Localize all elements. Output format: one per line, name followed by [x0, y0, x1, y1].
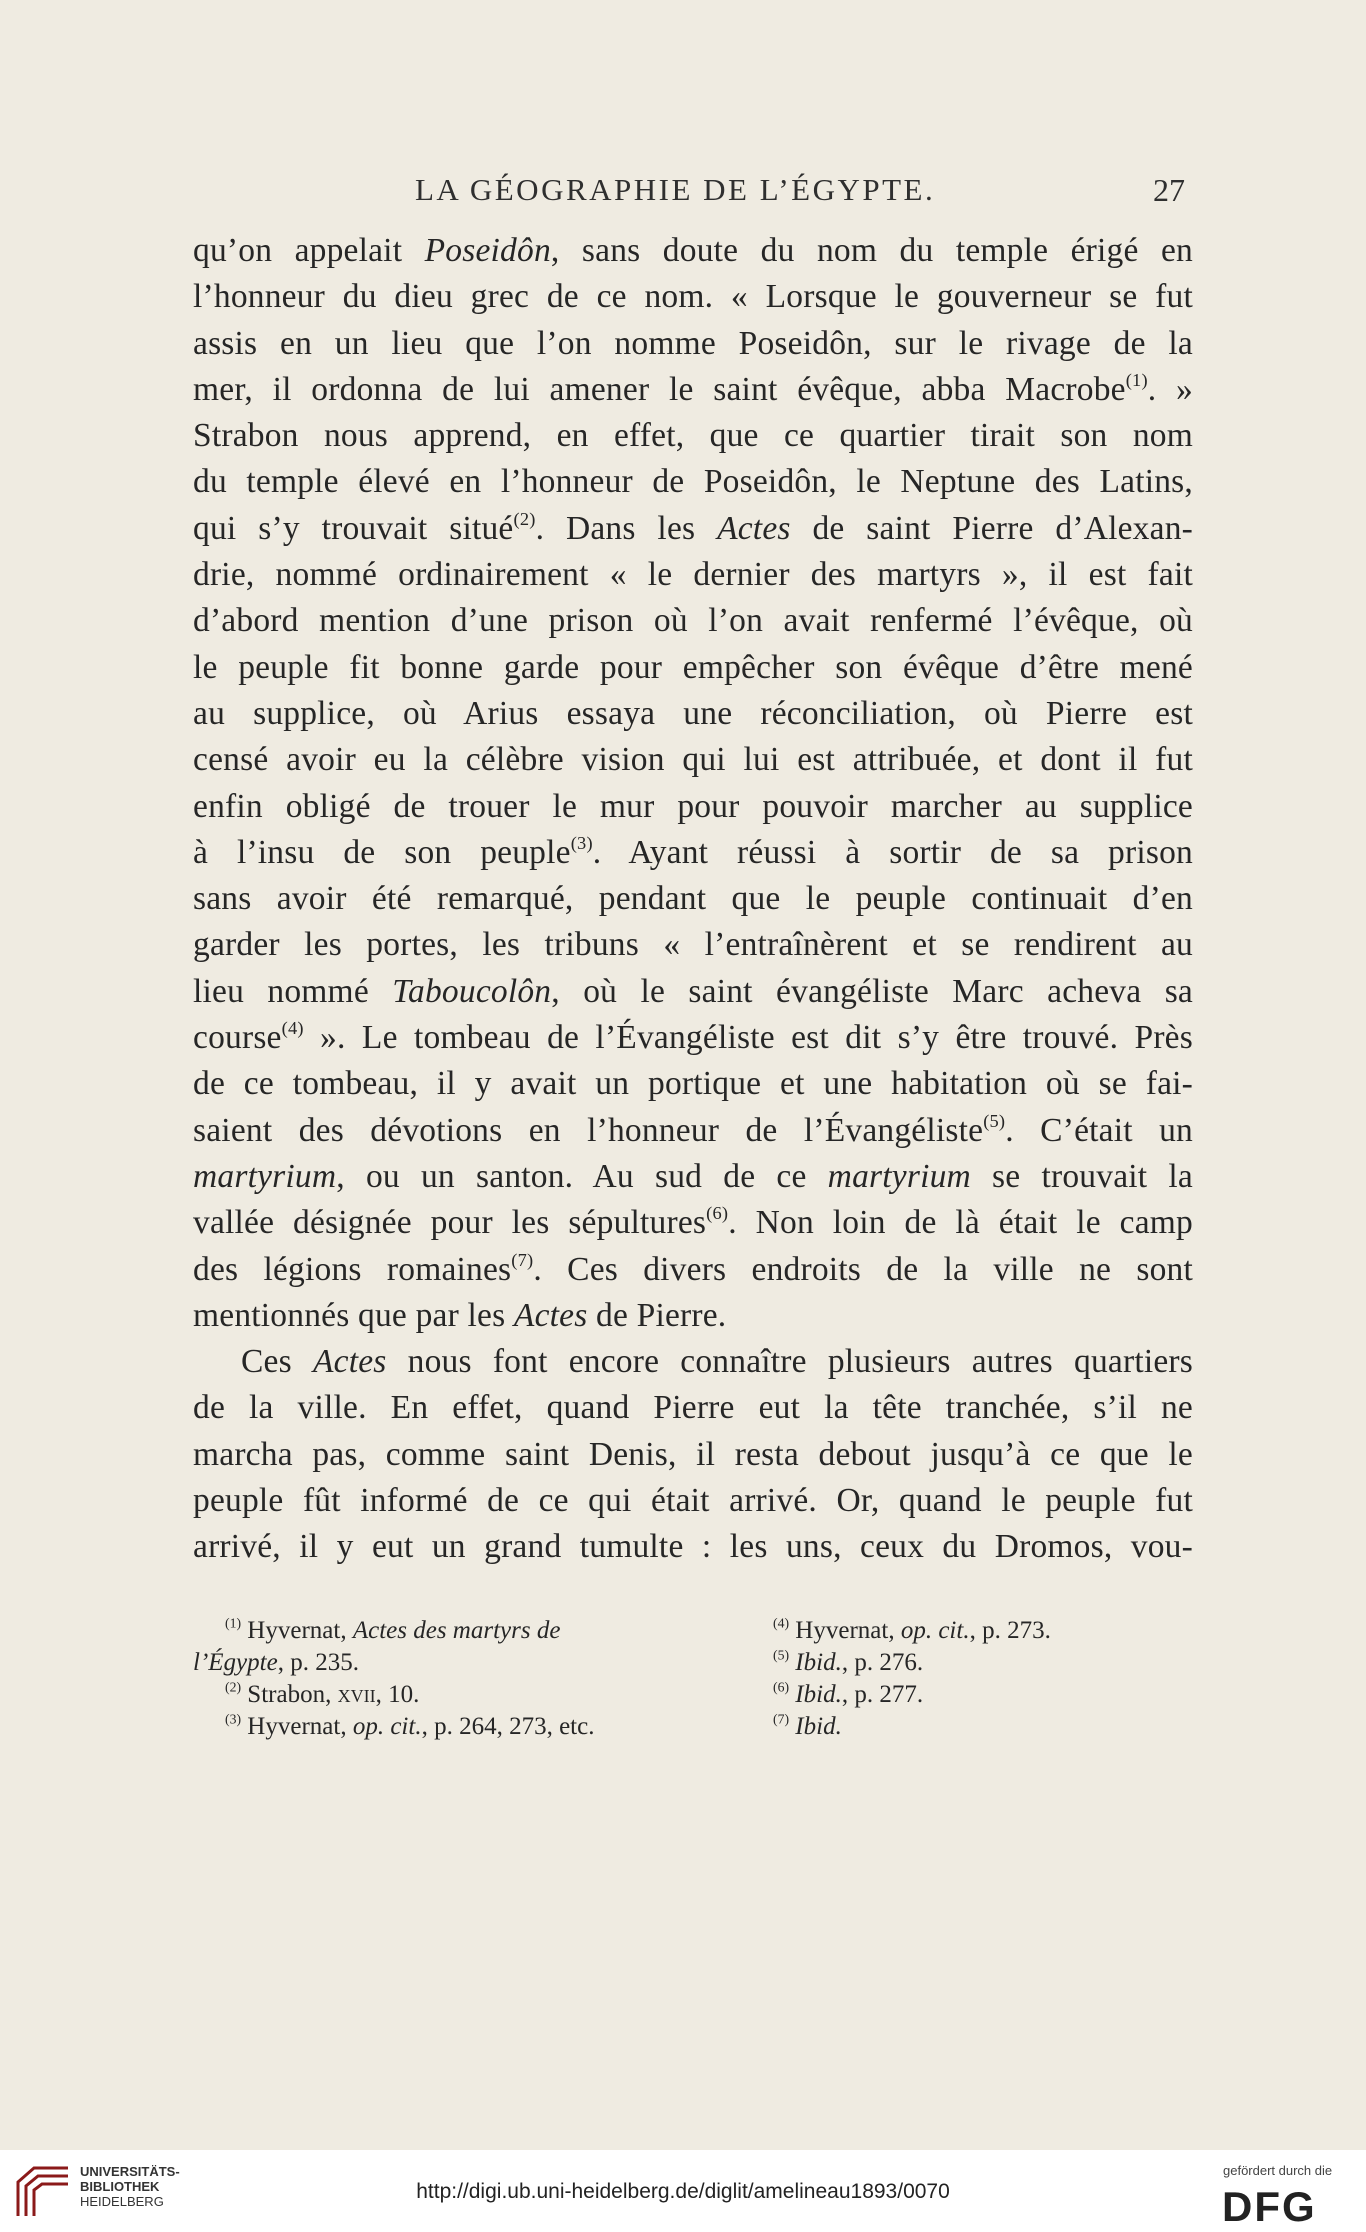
text-line: Ces Actes nous font encore connaître plusieurs autres quartiers	[241, 1343, 1193, 1381]
footnote-5: $^{(5)}$ Ibid., p. 276.	[773, 1647, 924, 1676]
text-line: mentionnés que par les Actes de Pierre.	[193, 1296, 727, 1334]
text-line: Strabon nous apprend, en effet, que ce quartier tirait son nom	[193, 417, 1193, 455]
text-line: mer, il ordonna de lui amener le saint évêque, abba Macrobe$^{(1)}$. »	[193, 370, 1193, 408]
text-line: du temple élevé en l’honneur de Poseidôn, le Neptune des Latins,	[193, 463, 1193, 501]
text-line: arrivé, il y eut un grand tumulte : les uns, ceux du Dromos, vou-	[193, 1528, 1193, 1566]
text-line: enfin obligé de trouer le mur pour pouvoir marcher au supplice	[193, 787, 1193, 825]
library-name: UNIVERSITÄTS- BIBLIOTHEK HEIDELBERG	[80, 2164, 180, 2209]
text-line: des légions romaines$^{(7)}$. Ces divers endroits de la ville ne sont	[193, 1249, 1193, 1288]
text-line: de la ville. En effet, quand Pierre eut la tête tranchée, s’il ne	[193, 1389, 1193, 1427]
text-line: drie, nommé ordinairement « le dernier des martyrs », il est fait	[193, 556, 1193, 594]
footnote-4: $^{(4)}$ Hyvernat, op. cit., p. 273.	[773, 1615, 1051, 1644]
footnote-7: $^{(7)}$ Ibid.	[773, 1711, 842, 1740]
text-line: de ce tombeau, il y avait un portique et une habitation où se fai-	[193, 1065, 1193, 1103]
dfg-logo: DFG	[1222, 2183, 1317, 2230]
text-line: à l’insu de son peuple$^{(3)}$. Ayant réussi à sortir de sa prison	[193, 833, 1193, 871]
footnote-1: $^{(1)}$ Hyvernat, Actes des martyrs de	[225, 1615, 561, 1644]
text-line: martyrium, ou un santon. Au sud de ce martyrium se trouvait la	[193, 1157, 1193, 1195]
page-number: 27	[1153, 172, 1185, 208]
footnote-ref: (1)	[1125, 370, 1148, 391]
footnote-2: $^{(2)}$ Strabon, xvii, 10.	[225, 1679, 420, 1708]
text-line: saient des dévotions en l’honneur de l’Évangéliste$^{(5)}$. C’était un	[193, 1110, 1193, 1149]
text-line: le peuple fit bonne garde pour empêcher son évêque d’être mené	[193, 648, 1193, 686]
text-line: peuple fût informé de ce qui était arrivé. Or, quand le peuple fut	[193, 1482, 1193, 1520]
footnote-6: $^{(6)}$ Ibid., p. 277.	[773, 1679, 924, 1708]
text-line: assis en un lieu que l’on nomme Poseidôn, sur le rivage de la	[193, 324, 1193, 362]
text-line: censé avoir eu la célèbre vision qui lui est attribuée, et dont il fut	[193, 741, 1193, 779]
text-line: course$^{(4)}$ ». Le tombeau de l’Évangéliste est dit s’y être trouvé. Près	[193, 1018, 1193, 1057]
footnote-ref: (2)	[513, 508, 536, 529]
permalink[interactable]: http://digi.ub.uni-heidelberg.de/diglit/amelineau1893/0070	[416, 2180, 950, 2203]
footnote-1-cont: l’Égypte, p. 235.	[193, 1649, 359, 1676]
text-line: qui s’y trouvait situé$^{(2)}$. Dans les Actes de saint Pierre d’Alexan-	[193, 508, 1193, 547]
footnotes-right-column	[741, 1615, 1191, 1743]
text-line: lieu nommé Taboucolôn, où le saint évangéliste Marc acheva sa	[193, 972, 1193, 1010]
text-line: au supplice, où Arius essaya une réconciliation, où Pierre est	[193, 694, 1193, 732]
funding-label: gefördert durch die	[1223, 2163, 1333, 2178]
footnotes-left-column	[193, 1615, 673, 1743]
body-text	[193, 228, 1193, 1571]
text-line: sans avoir été remarqué, pendant que le peuple continuait d’en	[193, 880, 1193, 918]
running-head	[0, 172, 1366, 212]
text-line: d’abord mention d’une prison où l’on avait renfermé l’évêque, où	[193, 602, 1193, 640]
text-line: marcha pas, comme saint Denis, il resta debout jusqu’à ce que le	[193, 1435, 1193, 1473]
text-line: garder les portes, les tribuns « l’entraînèrent et se rendirent au	[193, 926, 1193, 964]
running-title: LA GÉOGRAPHIE DE L’ÉGYPTE.	[415, 172, 936, 207]
footnote-ref: (4)	[281, 1018, 304, 1039]
footnote-ref: (7)	[511, 1249, 534, 1270]
text-line: l’honneur du dieu grec de ce nom. « Lorsque le gouverneur se fut	[193, 278, 1193, 316]
text-line: vallée désignée pour les sépultures$^{(6)}$. Non loin de là était le camp	[193, 1203, 1194, 1242]
footnote-ref: (6)	[706, 1203, 729, 1224]
text-line: qu’on appelait Poseidôn, sans doute du nom du temple érigé en	[193, 232, 1193, 269]
footnote-3: $^{(3)}$ Hyvernat, op. cit., p. 264, 273, etc.	[225, 1711, 595, 1740]
footnote-ref: (5)	[983, 1110, 1006, 1131]
footnote-ref: (3)	[570, 833, 593, 854]
